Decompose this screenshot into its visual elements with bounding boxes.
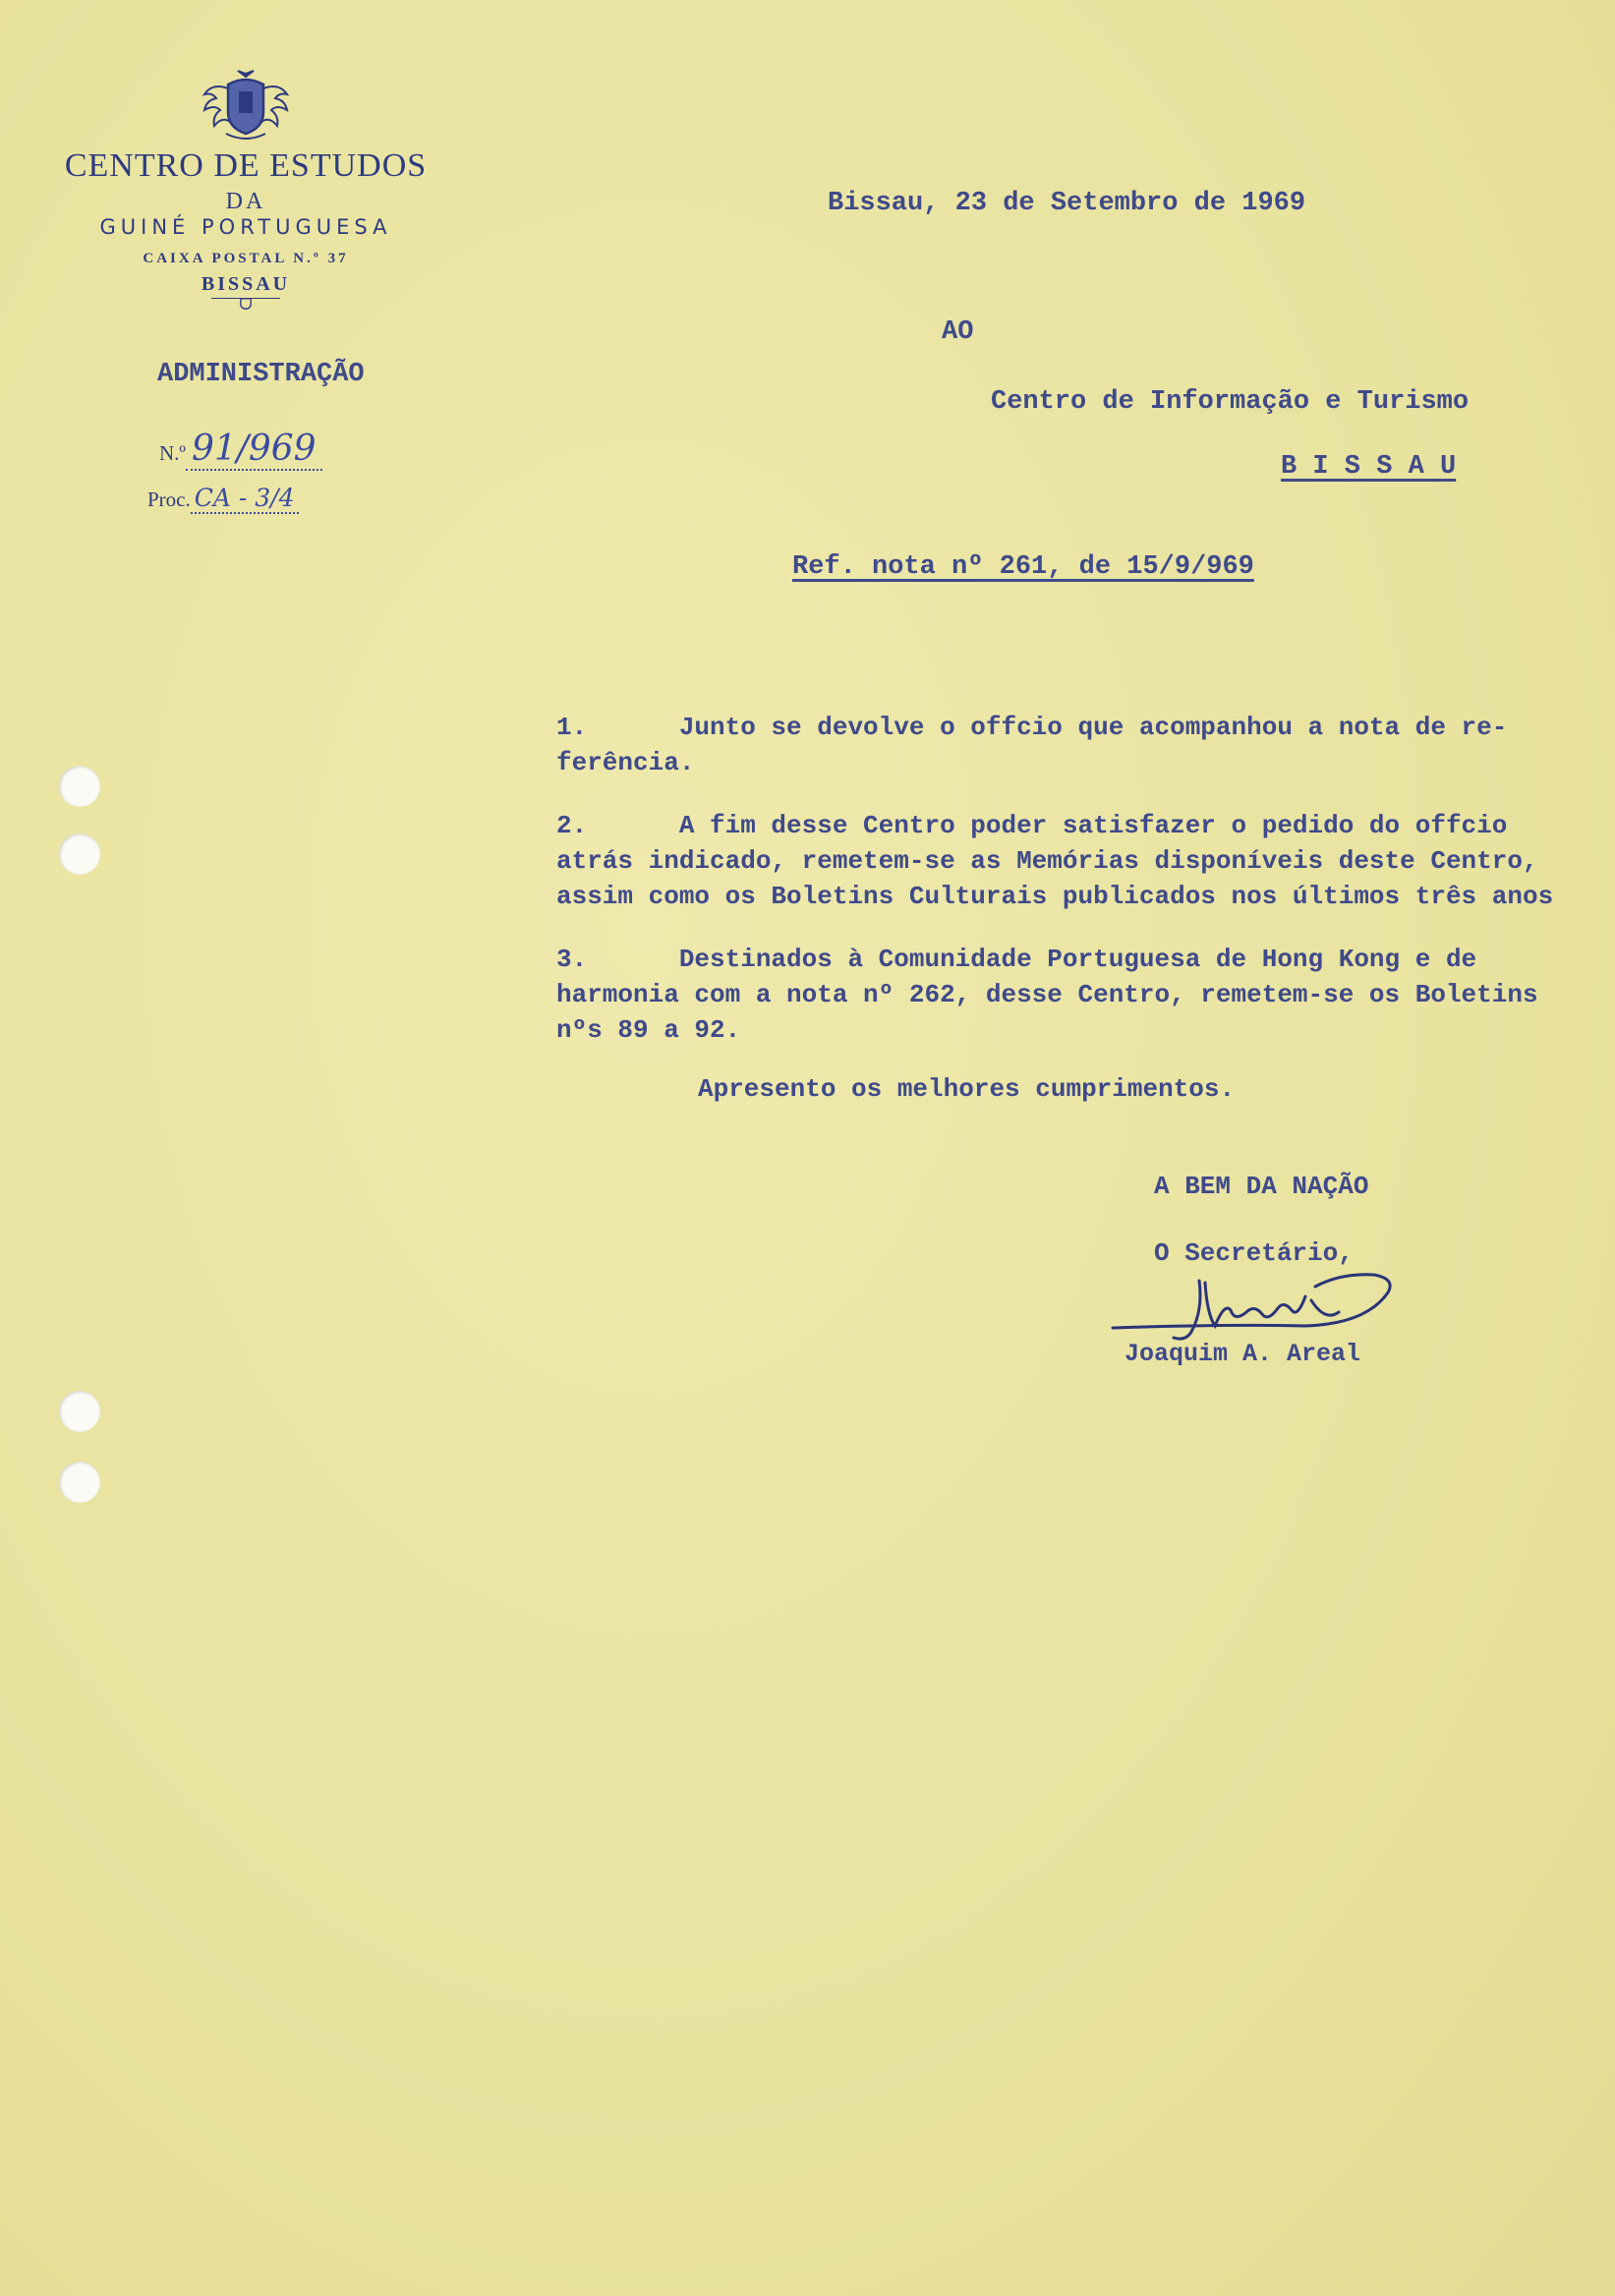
coat-of-arms-icon — [199, 69, 293, 144]
paragraph-1 — [556, 710, 1613, 780]
punch-hole — [59, 1391, 100, 1432]
number-label: N.º — [159, 441, 186, 465]
paragraph-line: assim como os Boletins Culturais publicados nos últimos três anos — [556, 882, 1554, 911]
closing-line: Apresento os melhores cumprimentos. — [698, 1074, 1236, 1104]
letterhead — [59, 69, 433, 315]
paragraph-3 — [556, 942, 1613, 1048]
reference-line: Ref. nota nº 261, de 15/9/969 — [792, 552, 1254, 582]
paragraph-line: atrás indicado, remetem-se as Memórias disponíveis deste Centro, — [556, 846, 1538, 876]
org-name: CENTRO DE ESTUDOS — [64, 147, 428, 184]
signatory-title: O Secretário, — [1154, 1238, 1354, 1268]
punch-hole — [59, 833, 100, 875]
paragraph-line: nºs 89 a 92. — [556, 1015, 741, 1045]
org-name-da: DA — [225, 189, 266, 214]
motto: A BEM DA NAÇÃO — [1154, 1172, 1369, 1201]
number-value: 91/969 — [186, 429, 322, 471]
punch-hole — [59, 766, 100, 807]
recipient-city: B I S S A U — [1281, 452, 1457, 482]
paragraph-line: ferência. — [556, 748, 695, 777]
paragraph-line: 1. Junto se devolve o offcio que acompanhou a nota de re- — [556, 713, 1508, 742]
postal-box: CAIXA POSTAL N.º 37 — [143, 251, 349, 266]
document-number — [159, 429, 322, 469]
department-label: ADMINISTRAÇÃO — [157, 360, 365, 389]
letterhead-city: BISSAU — [201, 273, 291, 295]
paragraph-line: 2. A fim desse Centro poder satisfazer o pedido do offcio — [556, 811, 1508, 840]
letterhead-ornament: ᗜ — [239, 297, 253, 314]
org-name-province: GUINÉ PORTUGUESA — [99, 215, 392, 239]
date-line: Bissau, 23 de Setembro de 1969 — [828, 189, 1306, 218]
proc-label: Proc. — [147, 488, 191, 511]
paragraph-line: harmonia com a nota nº 262, desse Centro, remetem-se os Boletins — [556, 980, 1538, 1009]
proc-value: CA - 3/4 — [191, 484, 299, 514]
recipient-salutation: AO — [942, 317, 974, 347]
paragraph-line: 3. Destinados à Comunidade Portuguesa de Hong Kong e de — [556, 945, 1477, 974]
paragraph-2 — [556, 808, 1613, 914]
punch-hole — [59, 1462, 100, 1503]
recipient-name: Centro de Informação e Turismo — [991, 387, 1470, 417]
process-number — [147, 484, 299, 512]
signatory-name: Joaquim A. Areal — [1125, 1340, 1361, 1368]
